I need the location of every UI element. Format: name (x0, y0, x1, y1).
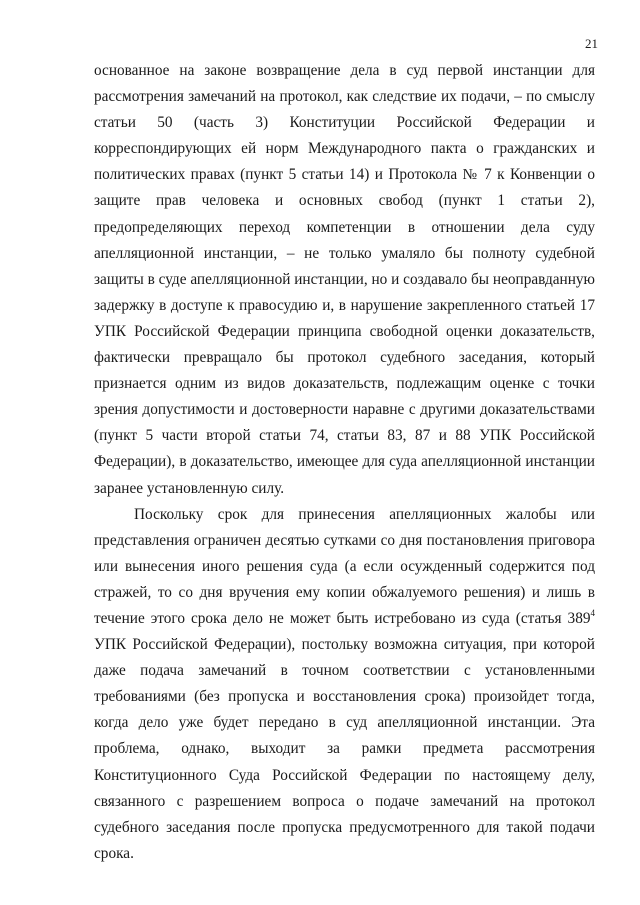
article-superscript: 4 (590, 607, 595, 618)
paragraph-text-part: Поскольку срок для принесения апелляционных жалобы или представления ограничен десятью сутками со дня постановления приговора или вынесения иного решения суда (а если осужденный содержится под стражей, то со дня вручения ему копии обжалуемого решения) и лишь в течение этого срока дело не может быть истребовано из суда (статья 389 (94, 505, 595, 627)
document-body (94, 58, 595, 867)
page-number: 21 (585, 36, 598, 51)
paragraph-continuation: основанное на законе возвращение дела в суд первой инстанции для рассмотрения замечаний на протокол, как следствие их подачи, – по смыслу статьи 50 (часть 3) Конституции Российской Федерации и корреспондирующих ей норм Международного пакта о гражданских и политических правах (пункт 5 статьи 14) и Протокола № 7 к Конвенции о защите прав человека и основных свобод (пункт 1 статьи 2), предопределяющих переход компетенции в отношении дела суду апелляционной инстанции, – не только умаляло бы полноту судебной защиты в суде апелляционной инстанции, но и создавало бы неоправданную задержку в доступе к правосудию и, в нарушение закрепленного статьей 17 УПК Российской Федерации принципа свободной оценки доказательств, фактически превращало бы протокол судебного заседания, который признается одним из видов доказательств, подлежащим оценке с точки зрения допустимости и достоверности наравне с другими доказательствами (пункт 5 части второй статьи 74, статьи 83, 87 и 88 УПК Российской Федерации), в доказательство, имеющее для суда апелляционной инстанции заранее установленную силу. (94, 62, 595, 497)
paragraph-text-part: УПК Российской Федерации), постольку возможна ситуация, при которой даже подача замечаний в точном соответствии с установленными требованиями (без пропуска и восстановления срока) произойдет тогда, когда дело уже будет передано в суд апелляционной инстанции. Эта проблема, однако, выходит за рамки предмета рассмотрения Конституционного Суда Российской Федерации по настоящему делу, связанного с разрешением вопроса о подаче замечаний на протокол судебного заседания после пропуска предусмотренного для такой подачи срока. (94, 636, 595, 862)
paragraph-term-limitation (94, 502, 595, 867)
